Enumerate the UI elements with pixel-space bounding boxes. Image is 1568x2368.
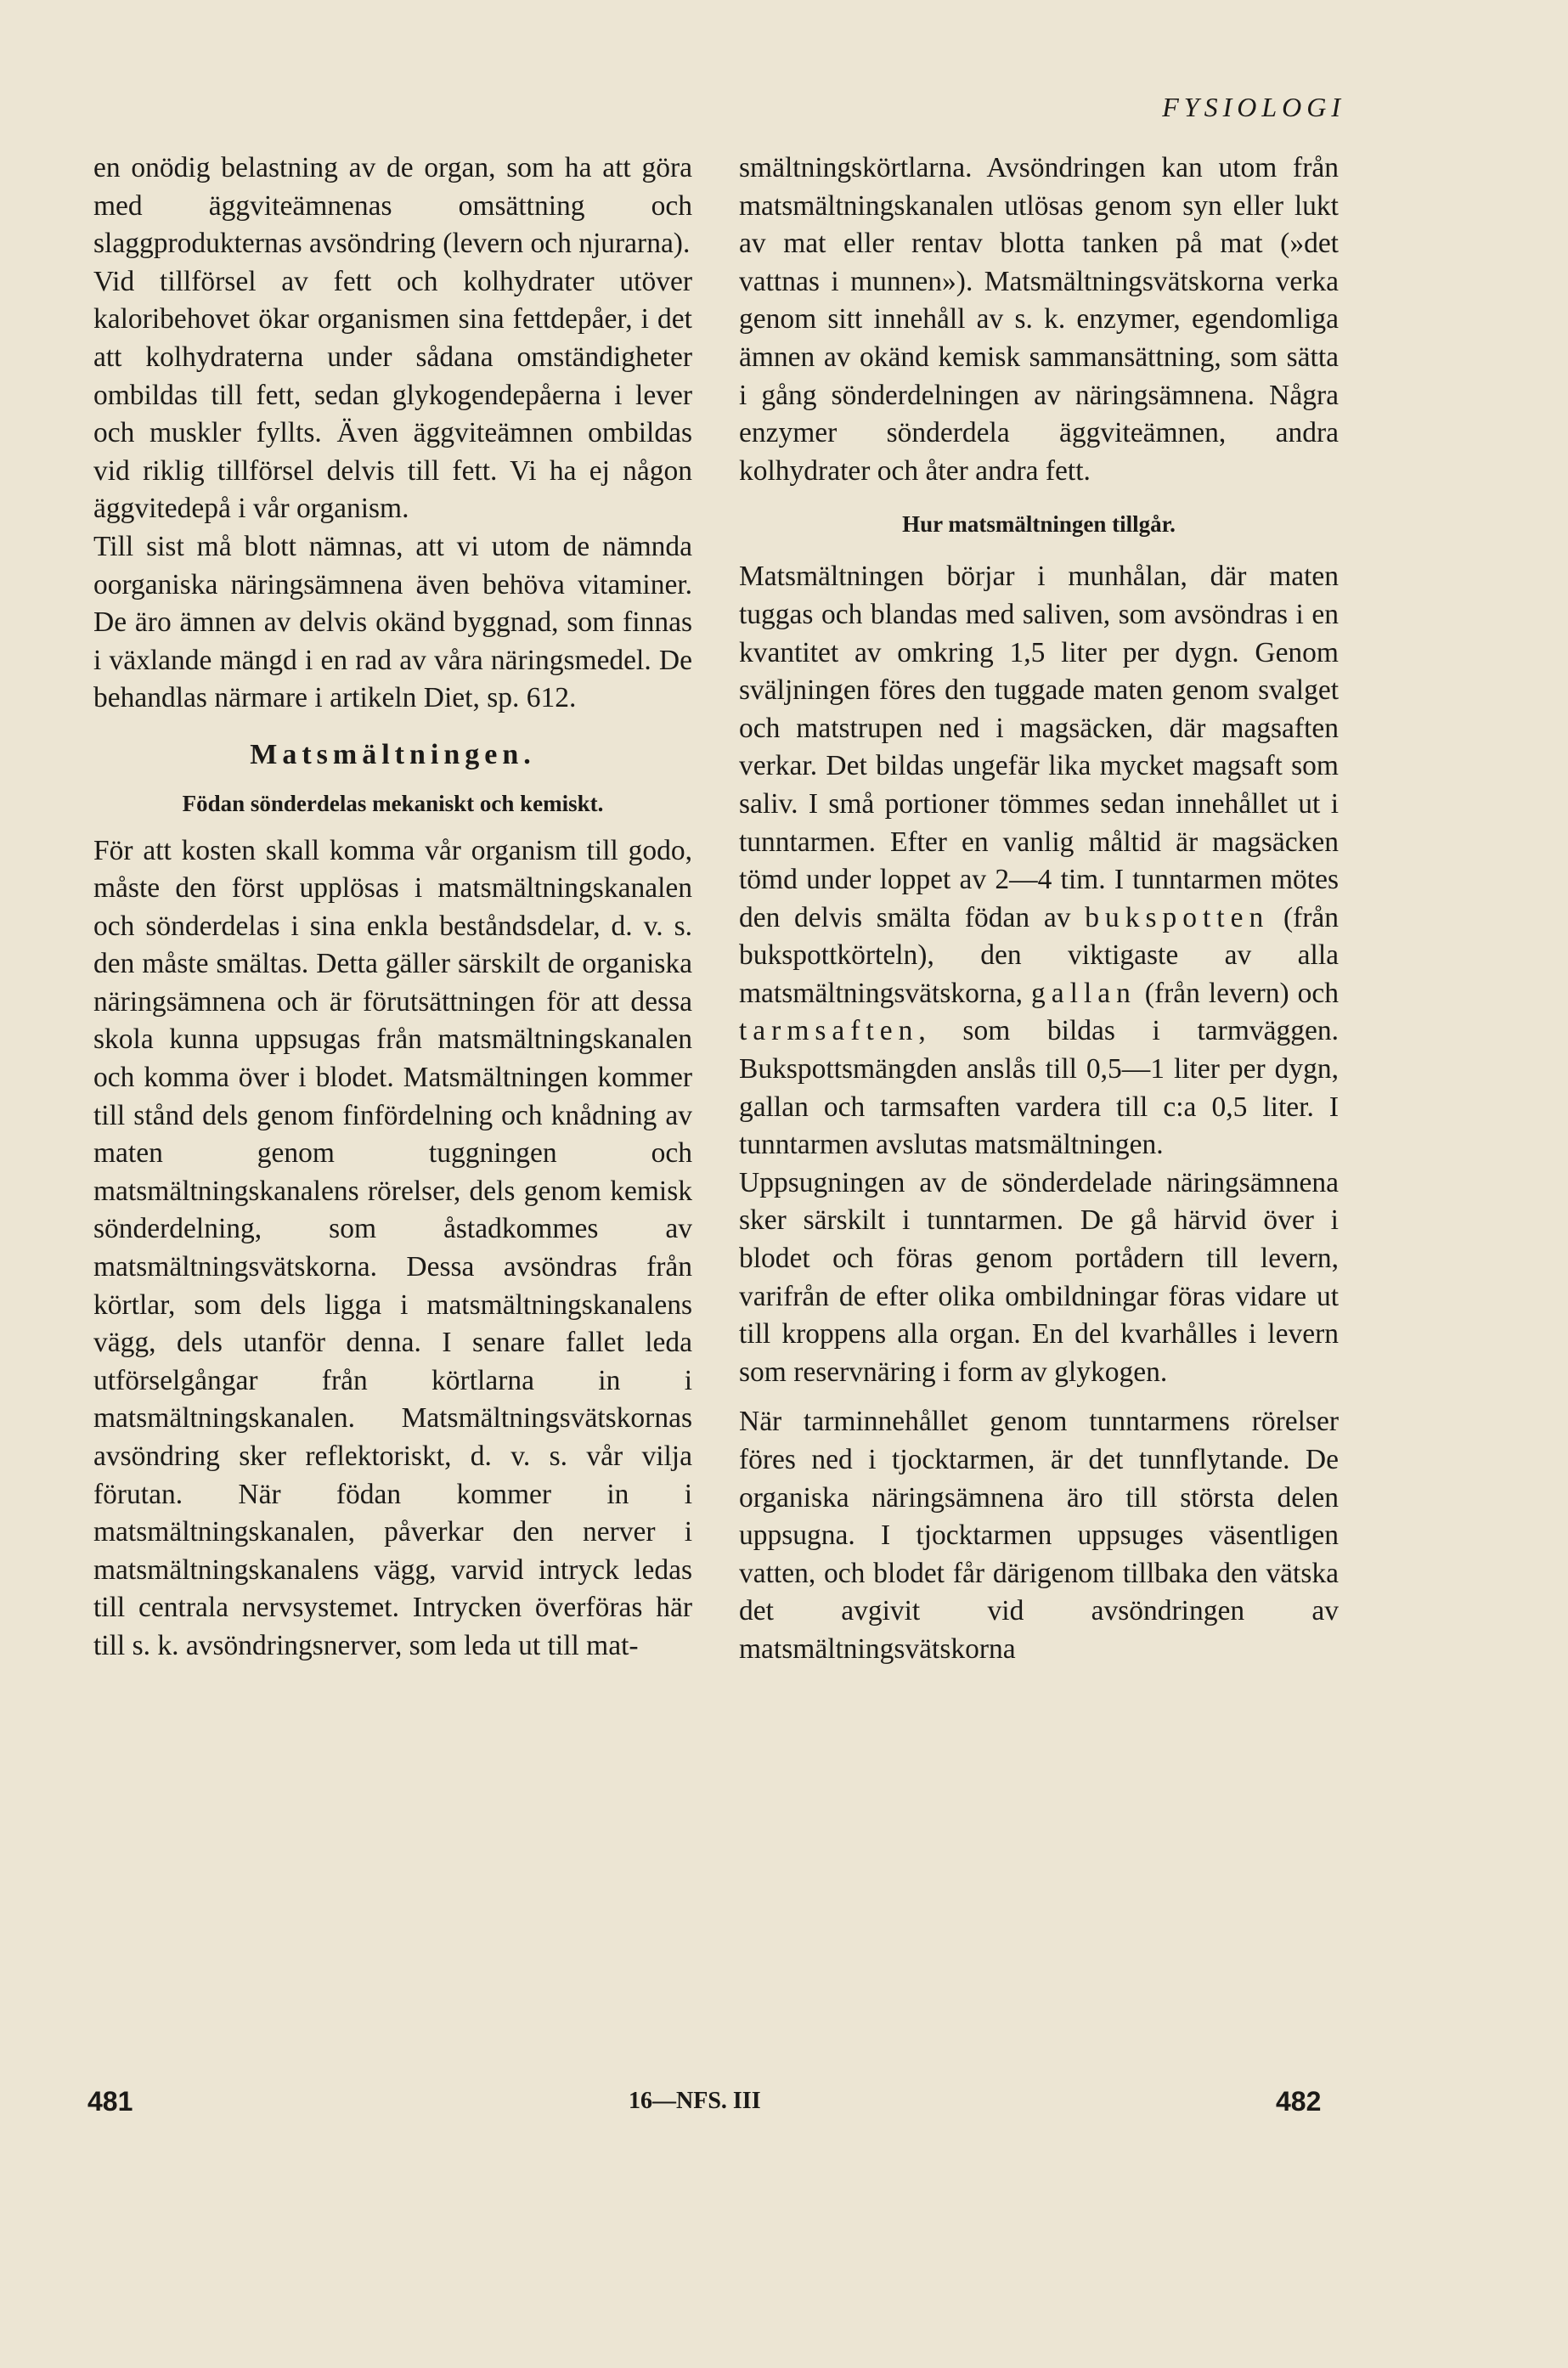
paragraph: Till sist må blott nämnas, att vi utom de nämnda oorganiska näringsämnena även behöva vitaminer. De äro ämnen av delvis okänd byggnad, som finnas i växlande mängd i en rad av våra näringsmedel. De behandlas närmare i artikeln Diet, sp. 612. [93, 530, 692, 714]
text-run: (från bukspottkörteln), den viktigaste av alla matsmältningsvätskorna, [739, 901, 1340, 1009]
paragraph: För att kosten skall komma vår organism till godo, måste den först upplösas i matsmältningskanalen och sönderdelas i sina enkla beståndsdelar, d. v. s. den måste smältas. Detta gäller särskilt de organiska näringsämnena och är förutsättningen för att dessa skola kunna uppsugas från matsmältningskanalen och komma över i blodet. Matsmältningen kommer till stånd dels genom finfördelning och knådning av maten genom tuggningen och matsmältningskanalens rörelser, dels genom kemisk sönderdelning, som åstadkommes av matsmältningsvätskorna. Dessa avsöndras från körtlar, som dels ligga i matsmältningskanalens vägg, dels utanför denna. I senare fallet leda utförselgångar från körtlarna in i matsmältningskanalen. Matsmältningsvätskornas avsöndring sker reflektoriskt, d. v. s. vår vilja förutan. När födan kommer in i matsmältningskanalen, påverkar den nerver i matsmältningskanalens vägg, varvid intryck ledas till centrala nervsystemet. Intrycken överföras här till s. k. avsöndringsnerver, som leda ut till mat- [93, 834, 692, 1661]
section-title: Matsmältningen. [250, 738, 536, 770]
spaced-term-gallan: gallan [1030, 977, 1137, 1009]
subheading: Födan sönderdelas mekaniskt och kemiskt. [182, 790, 604, 816]
spaced-term-bukspotten: bukspotten [1085, 901, 1270, 933]
left-column [93, 149, 692, 1666]
running-head: FYSIOLOGI [1162, 92, 1345, 122]
paragraph: Vid tillförsel av fett och kolhydrater utöver kaloribehovet ökar organismen sina fettdepåer, i det att kolhydraterna under sådana omständigheter ombildas till fett, sedan glykogendepåerna i lever och muskler fyllts. Även äggviteämnen ombildas vid riklig tillförsel delvis till fett. Vi ha ej någon äggvitedepå i vår organism. [93, 265, 692, 525]
paragraph [739, 558, 1339, 1164]
spaced-term-tarmsaften: tarmsaften [739, 1015, 919, 1047]
paragraph-gap [739, 1391, 1339, 1403]
paragraph: Uppsugningen av de sönderdelade näringsämnena sker särskilt i tunntarmen. De gå härvid över i blodet och föras genom portådern till levern, varifrån de efter olika ombildningar föras vidare ut till kroppens alla organ. En del kvarhålles i levern som reservnäring i form av glykogen. [739, 1166, 1339, 1388]
paragraph: smältningskörtlarna. Avsöndringen kan utom från matsmältningskanalen utlösas genom syn eller lukt av mat eller rentav blotta tanken på mat (»det vattnas i munnen»). Matsmältningsvätskorna verka genom sitt innehåll av s. k. enzymer, egendomliga ämnen av okänd kemisk sammansättning, som sätta i gång sönderdelningen av näringsämnena. Några enzymer sönderdela äggviteämnen, andra kolhydrater och åter andra fett. [739, 152, 1339, 487]
paragraph: en onödig belastning av de organ, som ha att göra med äggviteämnenas omsättning och slaggprodukternas avsöndring (levern och njurarna). [93, 152, 692, 260]
page-number-left: 481 [87, 2086, 133, 2117]
right-column [739, 149, 1339, 1669]
text-run: Matsmältningen börjar i munhålan, där maten tuggas och blandas med saliven, som avsöndras i en kvantitet av omkring 1,5 liter per dygn. Genom sväljningen föres den tuggade maten genom svalget och matstrupen ned i magsäcken, där magsaften verkar. Det bildas ungefär lika mycket magsaft som saliv. I små portioner tömmes sedan innehållet ut i tunntarmen. Efter en vanlig måltid är magsäcken tömd under loppet av 2—4 tim. I tunntarmen mötes den delvis smälta födan av [739, 561, 1339, 933]
page-number-right: 482 [1276, 2086, 1322, 2117]
signature-mark: 16—NFS. III [629, 2088, 761, 2114]
subheading: Hur matsmältningen tillgår. [902, 511, 1176, 538]
paragraph: När tarminnehållet genom tunntarmens rörelser föres ned i tjocktarmen, är det tunnflytande. De organiska näringsämnena äro till största delen uppsugna. I tjocktarmen uppsuges väsentligen vatten, och blodet får därigenom tillbaka den vätska det avgivit vid avsöndringen av matsmältningsvätskorna [739, 1406, 1339, 1665]
text-run: , som bildas i tarmväggen. Bukspottsmängden anslås till 0,5—1 liter per dygn, gallan och tarmsaften vardera till c:a 0,5 liter. I tunntarmen avslutas matsmältningen. [739, 1015, 1339, 1161]
text-run: (från levern) och [1144, 977, 1340, 1009]
